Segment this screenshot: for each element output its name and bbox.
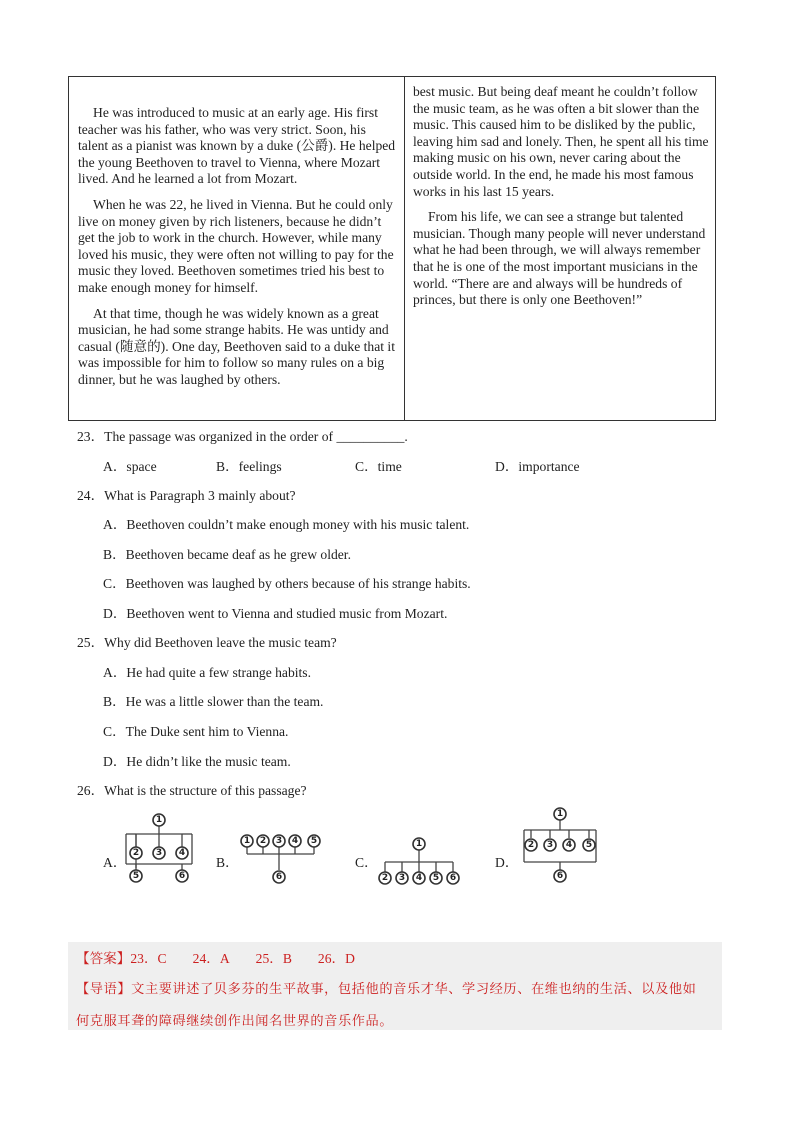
question-25-stem: 25．Why did Beethoven leave the music team?: [77, 635, 337, 650]
node-1: [554, 808, 566, 820]
question-23-option-a[interactable]: A．space: [103, 459, 157, 474]
svg-text:2: 2: [132, 848, 140, 858]
node-3: [396, 872, 408, 884]
question-24-option-c[interactable]: C．Beethoven was laughed by others because of his strange habits.: [103, 576, 471, 591]
svg-text:4: 4: [565, 840, 573, 850]
node-5: [130, 870, 142, 882]
question-26-stem: 26．What is the structure of this passage?: [77, 783, 307, 798]
answer-24: 24．A: [192, 951, 230, 966]
structure-diagram-b[interactable]: [238, 830, 328, 886]
svg-text:3: 3: [155, 848, 163, 858]
node-4: [289, 835, 301, 847]
answer-26: 26．D: [317, 951, 355, 966]
svg-text:6: 6: [275, 872, 283, 882]
question-23-stem: 23．The passage was organized in the order of __________.: [77, 429, 408, 444]
question-25-option-a[interactable]: A．He had quite a few strange habits.: [103, 665, 311, 680]
svg-text:1: 1: [415, 839, 423, 849]
node-5: [308, 835, 320, 847]
question-25-option-b[interactable]: B．He was a little slower than the team.: [103, 694, 324, 709]
passage-right-column: [405, 77, 715, 420]
question-24-option-d[interactable]: D．Beethoven went to Vienna and studied music from Mozart.: [103, 606, 448, 621]
node-4: [413, 872, 425, 884]
svg-text:5: 5: [585, 840, 593, 850]
question-26-option-d[interactable]: D．: [495, 855, 519, 870]
svg-text:6: 6: [178, 871, 186, 881]
question-26-option-c[interactable]: C．: [355, 855, 378, 870]
guide-line-1: 文主要讲述了贝多芬的生平故事，包括他的音乐才华、学习经历、在维也纳的生活、以及他如: [131, 982, 697, 997]
question-23-option-b[interactable]: B．feelings: [216, 459, 282, 474]
svg-text:1: 1: [155, 815, 163, 825]
paragraph-5: From his life, we can see a strange but talented musician. Though many people will never understand what he had been through, we will always remember that he is one of the most important musicians in the world. “There are and always will be hundreds of princes, but there is only one Beethoven!”: [412, 209, 706, 308]
node-2: [130, 847, 142, 859]
answer-key-line: [76, 948, 716, 970]
node-2: [525, 839, 537, 851]
node-1: [413, 838, 425, 850]
node-1: [153, 814, 165, 826]
paragraph-4-continued: best music. But being deaf meant he couldn’t follow the music team, as he was often a bit slower than the music. This caused him to be disliked by the public, leaving him sad and lonely. Then, he spent all his time making music on his own, never caring about the outside world. In the end, he made his most famous works in his last 15 years.: [412, 84, 709, 199]
svg-text:1: 1: [243, 836, 251, 846]
node-3: [273, 835, 285, 847]
node-3: [544, 839, 556, 851]
node-6: [176, 870, 188, 882]
passage-table: [68, 76, 716, 421]
question-25-option-c[interactable]: C．The Duke sent him to Vienna.: [103, 724, 289, 739]
node-6: [273, 871, 285, 883]
paragraph-1: He was introduced to music at an early age. His first teacher was his father, who was very strict. Soon, his talent as a pianist was known by a duke (公爵). He helped the young Beethoven to travel to Vienna, where Mozart lived. And he learned a lot from Mozart.: [78, 105, 396, 187]
node-6: [554, 870, 566, 882]
structure-diagram-a[interactable]: [124, 812, 196, 888]
svg-text:5: 5: [132, 871, 140, 881]
paragraph-2: When he was 22, he lived in Vienna. But he could only live on money given by rich listeners, because he didn’t get the job to work in the church. However, while many loved his music, they were often not willing to pay for the music they loved. Beethoven sometimes tried his best to make enough money for himself.: [78, 196, 394, 295]
node-4: [176, 847, 188, 859]
svg-text:5: 5: [432, 873, 440, 883]
guide-text: [76, 974, 716, 1038]
svg-text:6: 6: [556, 871, 564, 881]
svg-text:2: 2: [527, 840, 535, 850]
node-5: [583, 839, 595, 851]
question-24-option-a[interactable]: A．Beethoven couldn’t make enough money with his music talent.: [103, 517, 470, 532]
svg-text:6: 6: [449, 873, 457, 883]
answer-box: [68, 942, 722, 1030]
node-6: [447, 872, 459, 884]
node-2: [257, 835, 269, 847]
answer-prefix: 【答案】: [76, 951, 131, 966]
guide-line-2: 何克服耳聋的障碍继续创作出闻名世界的音乐作品。: [76, 1014, 394, 1029]
guide-prefix: 【导语】: [76, 982, 132, 997]
question-23-option-d[interactable]: D．importance: [495, 459, 580, 474]
svg-text:2: 2: [381, 873, 389, 883]
node-4: [563, 839, 575, 851]
svg-text:4: 4: [291, 836, 299, 846]
question-24-option-b[interactable]: B．Beethoven became deaf as he grew older.: [103, 547, 351, 562]
structure-diagram-c[interactable]: [375, 836, 465, 888]
svg-text:4: 4: [415, 873, 423, 883]
svg-text:2: 2: [259, 836, 267, 846]
answer-23: 23．C: [130, 951, 167, 966]
svg-text:5: 5: [310, 836, 318, 846]
passage-left-column: [69, 77, 405, 420]
node-1: [241, 835, 253, 847]
node-2: [379, 872, 391, 884]
paragraph-3: At that time, though he was widely known as a great musician, he had some strange habits. He was untidy and casual (随意的). One day, Beethoven said to a duke that it was impossible for him to follow so many rules on a big dinner, but he was laughed by others.: [78, 305, 395, 387]
question-26-option-a[interactable]: A．: [103, 855, 127, 870]
svg-text:3: 3: [398, 873, 406, 883]
question-24-stem: 24．What is Paragraph 3 mainly about?: [77, 488, 296, 503]
question-25-option-d[interactable]: D．He didn’t like the music team.: [103, 754, 291, 769]
answer-25: 25．B: [255, 951, 292, 966]
question-26-option-b[interactable]: B．: [216, 855, 239, 870]
svg-text:3: 3: [275, 836, 283, 846]
svg-text:3: 3: [546, 840, 554, 850]
node-5: [430, 872, 442, 884]
question-23-option-c[interactable]: C．time: [355, 459, 402, 474]
svg-text:4: 4: [178, 848, 186, 858]
structure-diagram-d[interactable]: [518, 806, 602, 886]
svg-text:1: 1: [556, 809, 564, 819]
node-3: [153, 847, 165, 859]
